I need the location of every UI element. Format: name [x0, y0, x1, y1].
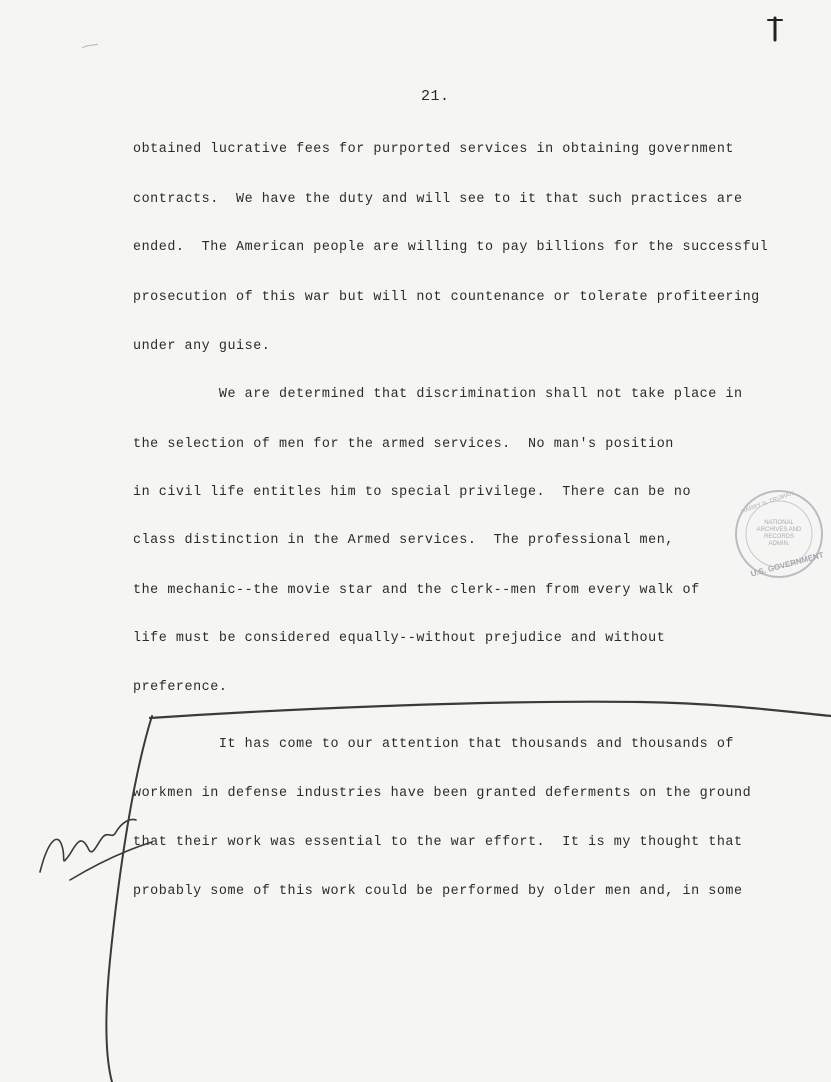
text-line: obtained lucrative fees for purported services in obtaining government	[133, 142, 734, 157]
text-line: class distinction in the Armed services. The professional men,	[133, 533, 674, 548]
markup-horizontal-line	[150, 702, 831, 718]
stamp-text-mid-3: ADMIN.	[768, 541, 790, 547]
stamp-text-mid-1: ARCHIVES AND	[756, 527, 802, 533]
stamp-text-mid-0: NATIONAL	[764, 520, 794, 526]
text-line: that their work was essential to the war effort. It is my thought that	[133, 835, 743, 850]
page-number: 21.	[421, 88, 450, 105]
text-line: ended. The American people are willing to pay billions for the successful	[133, 240, 769, 255]
text-line: contracts. We have the duty and will see to it that such practices are	[133, 192, 743, 207]
text-line: the selection of men for the armed services. No man's position	[133, 437, 674, 452]
text-line: preference.	[133, 680, 228, 695]
text-line: We are determined that discrimination shall not take place in	[133, 387, 743, 402]
text-line: prosecution of this war but will not countenance or tolerate profiteering	[133, 290, 760, 305]
stamp-text-bottom: U.S. GOVERNMENT	[749, 550, 825, 579]
text-line: life must be considered equally--without prejudice and without	[133, 631, 666, 646]
text-line: probably some of this work could be performed by older men and, in some	[133, 884, 743, 899]
stamp-text-top: HARRY S. TRUMAN	[740, 490, 795, 516]
markup-vertical-bracket	[106, 716, 152, 1082]
text-line: under any guise.	[133, 339, 271, 354]
text-line: It has come to our attention that thousands and thousands of	[133, 737, 734, 752]
stamp-text-mid-2: RECORDS	[763, 534, 795, 540]
faint-mark	[82, 44, 98, 48]
text-line: workmen in defense industries have been granted deferments on the ground	[133, 786, 752, 801]
text-line: in civil life entitles him to special privilege. There can be no	[133, 485, 692, 500]
handwriting-scribble	[40, 820, 136, 873]
text-line: the mechanic--the movie star and the clerk--men from every walk of	[133, 583, 700, 598]
archive-stamp-icon	[733, 488, 825, 580]
